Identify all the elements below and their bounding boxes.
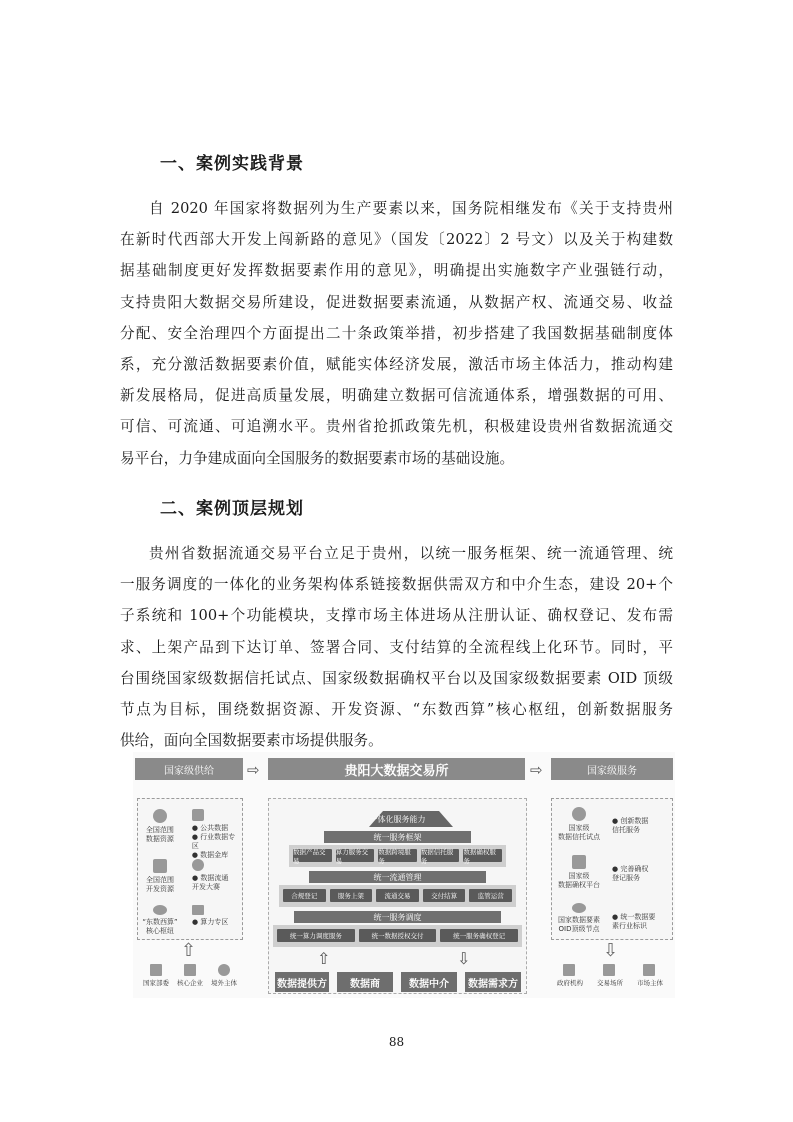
atom-icon <box>192 859 204 871</box>
factory-icon <box>184 964 196 976</box>
capability-chip: 数据确权服务 <box>463 849 502 862</box>
node-icon <box>572 903 586 913</box>
right-item-label: 国家级 数据信托试点 <box>558 824 600 841</box>
layer-title-1: 统一服务框架 <box>373 833 422 842</box>
database-icon <box>192 809 204 821</box>
paragraph-line: 可信、可流通、可追溯水平。贵州省抢抓政策先机，积极建设贵州省数据流通交 <box>120 418 673 436</box>
capability-chip: 统一服务确权登记 <box>440 929 518 942</box>
paragraph-line: 在新时代西部大开发上闯新路的意见》（国发〔2022〕2 号文）以及关于构建数 <box>120 231 673 249</box>
right-item-2 <box>554 903 655 934</box>
national-service-bar: 国家级服务 <box>551 758 673 780</box>
trust-icon <box>572 807 586 821</box>
left-item-label: 全国范围 数据资源 <box>145 826 174 843</box>
left-item-entry: ● 数据金库 <box>191 851 229 859</box>
paragraph-line: 据基础制度更好发挥数据要素作用的意见》，明确提出实施数字产业强链行动， <box>120 262 673 280</box>
footer-label: 政府机构 <box>557 979 583 987</box>
center-panel <box>268 798 527 994</box>
server-icon <box>192 905 204 915</box>
right-item-entry: 登记服务 <box>612 874 640 882</box>
paragraph-line: 子系统和 100+个功能模块，支撑市场主体进场从注册认证、确权登记、发布需 <box>120 607 673 625</box>
left-item-entry: ● 行业数据专区 <box>191 833 236 850</box>
footer-label: 核心企业 <box>177 979 203 987</box>
building-icon <box>150 964 162 976</box>
arrow-up-icon: ⇧ <box>317 949 331 968</box>
footer-label: 国家部委 <box>143 979 169 987</box>
left-supply-panel <box>137 798 243 940</box>
layer-title-0: 一体化服务能力 <box>369 815 426 824</box>
paragraph-line: 一服务调度的一体化的业务架构体系链接数据供需双方和中介生态，建设 20+个 <box>120 576 673 594</box>
network-icon <box>153 809 167 823</box>
left-item-label: 全国范围 开发资源 <box>146 876 174 893</box>
exchange-icon <box>603 964 615 976</box>
national-supply-bar: 国家级供给 <box>135 758 243 780</box>
paragraph-line: 台围绕国家级数据信托试点、国家级数据确权平台以及国家级数据要素 OID 顶级 <box>120 669 673 687</box>
paragraph-line: 供给，面向全国数据要素市场提供服务。 <box>120 732 383 750</box>
left-item-entry: 开发大赛 <box>192 883 220 891</box>
right-item-entry: ● 创新数据 <box>612 817 649 825</box>
paragraph-background <box>120 193 673 474</box>
section-heading-background: 一、案例实践背景 <box>160 154 304 174</box>
capability-chip: 监管运营 <box>469 889 512 902</box>
paragraph-line: 新发展格局，促进高质量发展，明确建立数据可信流通体系，增强数据的可用、 <box>120 387 673 405</box>
cloud-icon <box>153 905 167 915</box>
arrow-down-icon: ⇩ <box>457 949 471 968</box>
right-item-label: 国家数据要素 OID顶级节点 <box>558 916 600 933</box>
left-item-entry: ● 算力专区 <box>192 918 229 926</box>
footer-label: 境外主体 <box>211 979 237 987</box>
section-heading-planning: 二、案例顶层规划 <box>160 499 304 519</box>
market-icon <box>643 964 655 976</box>
person-icon <box>218 964 230 976</box>
footer-label: 市场主体 <box>637 979 663 987</box>
left-item-entry: ● 数据流通 <box>192 874 229 882</box>
role-data-provider: 数据提供方 <box>275 972 329 992</box>
government-icon <box>563 964 575 976</box>
paragraph-line: 系，充分激活数据要素价值，赋能实体经济发展，激活市场主体活力，推动构建 <box>120 356 673 374</box>
paragraph-line: 节点为目标，围绕数据资源、开发资源、“东数西算”核心枢纽，创新数据服务 <box>120 701 673 719</box>
arrow-right-icon: ⇨ <box>530 761 543 779</box>
right-item-entry: ● 统一数据要 <box>612 913 656 921</box>
page-number: 88 <box>388 1035 405 1049</box>
capability-chip: 数据产品交易 <box>293 849 332 862</box>
capability-chip: 合规登记 <box>283 889 326 902</box>
arrow-down-icon: ⇩ <box>603 940 619 961</box>
layer-title-3: 统一服务调度 <box>373 913 422 922</box>
capability-chip: 流通交易 <box>376 889 419 902</box>
paragraph-line: 易平台，力争建成面向全国服务的数据要素市场的基础设施。 <box>120 449 515 467</box>
right-item-entry: 素行业标识 <box>612 922 647 930</box>
exchange-title-bar: 贵阳大数据交易所 <box>268 758 525 780</box>
right-item-0 <box>554 807 648 842</box>
footer-label: 交易场所 <box>597 979 623 987</box>
right-service-panel <box>551 798 673 940</box>
paragraph-line: 分配、安全治理四个方面提出二十条政策举措，初步搭建了我国数据基础制度体 <box>120 324 673 342</box>
capability-chip: 统一数据授权交付 <box>359 929 437 942</box>
paragraph-line: 支持贵阳大数据交易所建设，促进数据要素流通，从数据产权、流通交易、收益 <box>120 293 673 311</box>
paragraph-planning <box>120 538 673 756</box>
capability-chip: 交付结算 <box>423 889 466 902</box>
architecture-figure <box>133 752 675 998</box>
cube-icon <box>153 859 167 873</box>
paragraph-line: 自 2020 年国家将数据列为生产要素以来，国务院相继发布《关于支持贵州 <box>149 200 673 217</box>
capability-chip: 算力服务交易 <box>336 849 375 862</box>
layer-title-2: 统一流通管理 <box>373 873 422 882</box>
role-data-merchant: 数据商 <box>337 972 393 992</box>
paragraph-line: 贵州省数据流通交易平台立足于贵州，以统一服务框架、统一流通管理、统 <box>149 545 673 562</box>
right-item-entry: ● 完善确权 <box>612 865 649 873</box>
certificate-icon <box>572 855 586 869</box>
capability-chip: 服务上架 <box>330 889 373 902</box>
left-item-entry: ● 公共数据 <box>191 824 229 832</box>
right-item-entry: 信托服务 <box>612 826 640 834</box>
role-data-intermediary: 数据中介 <box>401 972 457 992</box>
capability-chip: 数据跨境服务 <box>378 849 417 862</box>
capability-chip: 数据信托服务 <box>421 849 460 862</box>
role-data-demander: 数据需求方 <box>465 972 521 992</box>
left-item-2 <box>140 905 228 936</box>
left-item-0 <box>140 809 242 860</box>
paragraph-line: 求、上架产品到下达订单、签署合同、支付结算的全流程线上化环节。同时，平 <box>120 638 673 656</box>
right-item-label: 国家级 数据确权平台 <box>558 872 600 889</box>
arrow-right-icon: ⇨ <box>247 761 260 779</box>
arrow-up-icon: ⇧ <box>181 940 197 961</box>
left-item-1 <box>140 859 228 894</box>
left-item-label: “东数西算” 核心枢纽 <box>142 918 178 935</box>
right-item-1 <box>554 855 648 890</box>
capability-chip: 统一算力调度服务 <box>277 929 355 942</box>
